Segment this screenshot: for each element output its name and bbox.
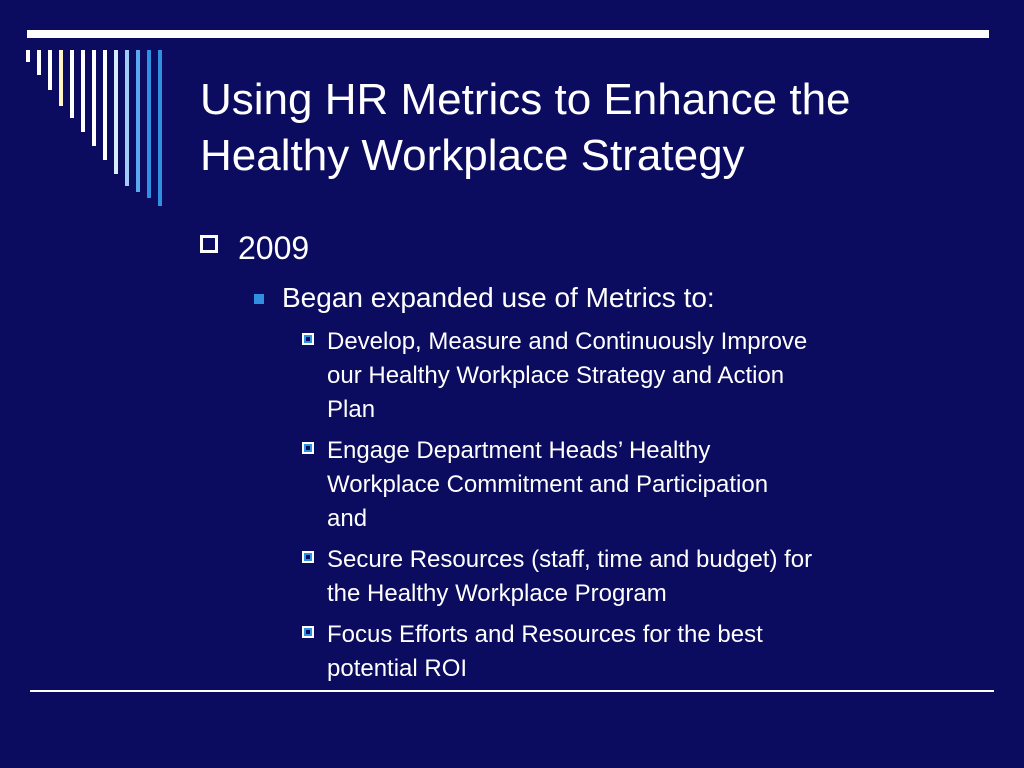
stripe [136, 50, 140, 192]
stripe [92, 50, 96, 146]
stripe [125, 50, 129, 186]
bullet-level2-text: Began expanded use of Metrics to: [282, 282, 715, 313]
stripe [59, 50, 63, 106]
title-line-2: Healthy Workplace Strategy [200, 131, 745, 180]
bullet-level1-text: 2009 [238, 230, 310, 266]
stripe [26, 50, 30, 62]
small-square-bullet-icon [302, 442, 314, 454]
bullet-level3-item [300, 618, 970, 686]
stripe [114, 50, 118, 174]
bullet-level3-line: Develop, Measure and Continuously Improve [327, 328, 808, 355]
small-square-bullet-icon [302, 333, 314, 345]
stripe [158, 50, 162, 206]
decorative-stripes [26, 50, 166, 210]
bullet-level3-line: Plan [327, 396, 376, 423]
stripe [103, 50, 107, 160]
bullet-level3-item [300, 543, 970, 611]
small-square-bullet-icon [302, 626, 314, 638]
bullet-level3-line: Engage Department Heads’ Healthy [327, 437, 711, 464]
bullet-level3-item [300, 434, 970, 536]
bullet-level3-item [300, 325, 970, 427]
bullet-level3-line: Secure Resources (staff, time and budget) for [327, 546, 813, 573]
bullet-level3-line: our Healthy Workplace Strategy and Action [327, 362, 785, 389]
slide-title [200, 72, 980, 184]
bullet-level3-line: Focus Efforts and Resources for the best [327, 621, 763, 648]
title-line-1: Using HR Metrics to Enhance the [200, 75, 851, 124]
stripe [48, 50, 52, 90]
stripe [147, 50, 151, 198]
bullet-level3-line: Workplace Commitment and Participation [327, 471, 769, 498]
filled-square-bullet-icon [254, 294, 264, 304]
bottom-rule [30, 690, 994, 692]
bullet-level3-line: the Healthy Workplace Program [327, 580, 667, 607]
bullet-level3-line: and [327, 505, 368, 532]
top-rule [27, 30, 989, 38]
bullet-level3-line: potential ROI [327, 655, 468, 682]
small-square-bullet-icon [302, 551, 314, 563]
stripe [81, 50, 85, 132]
stripe [37, 50, 41, 75]
hollow-square-bullet-icon [200, 235, 218, 253]
stripe [70, 50, 74, 118]
